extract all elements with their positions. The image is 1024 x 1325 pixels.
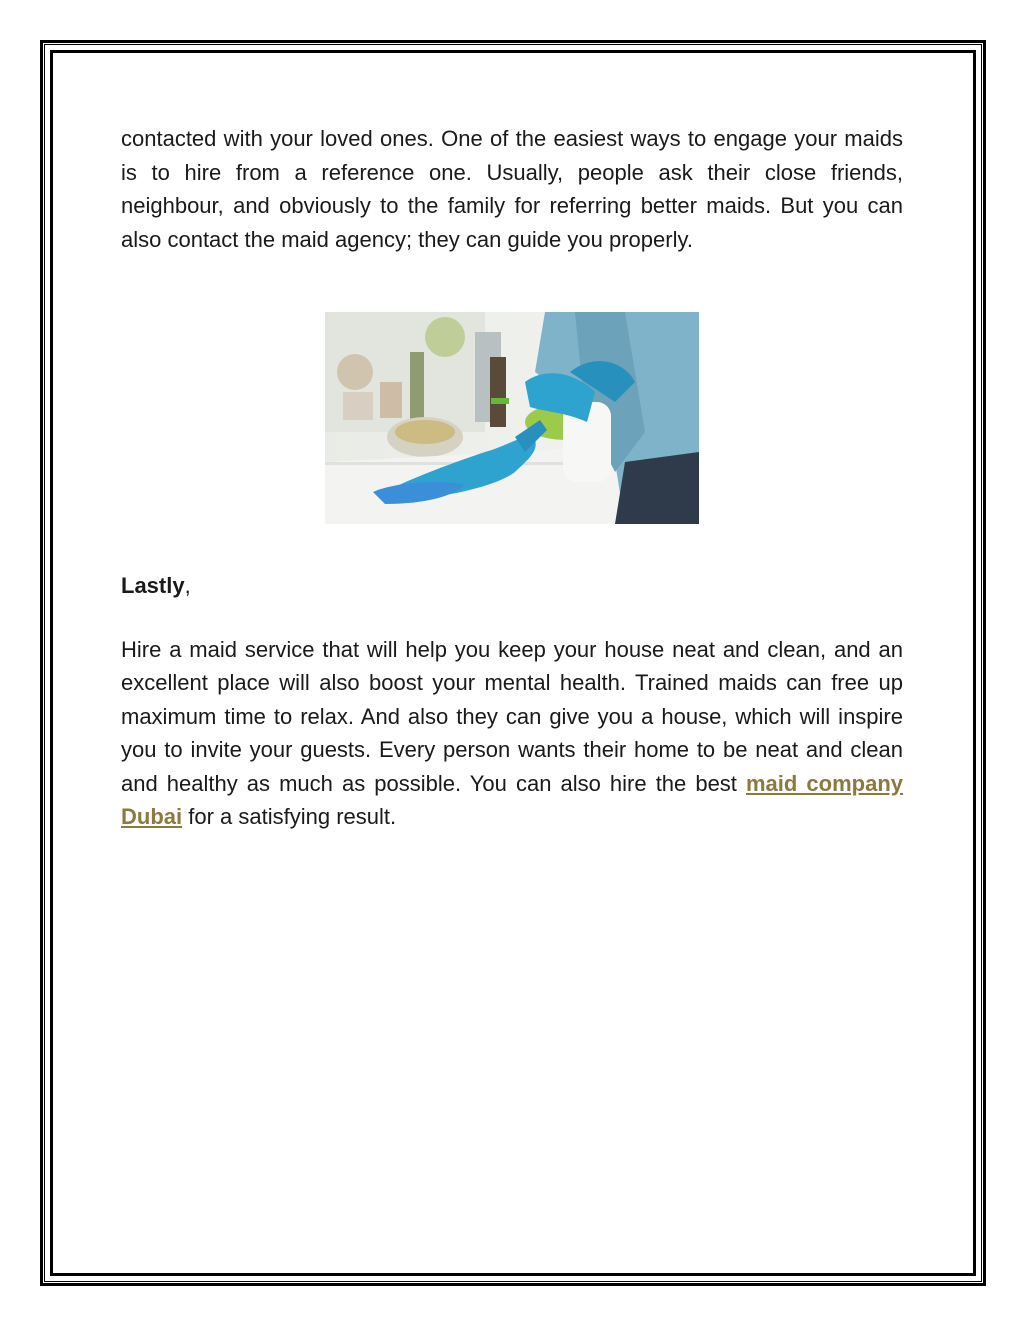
paragraph-text-before-link: Hire a maid service that will help you keep your house neat and clean, and an excellent place will also boost your mental health. Trained maids can free up maximum time to relax. And also they can give you a house, which will inspire you to invite your guests. Every person wants their home to be neat and clean and healthy as much as possible. You can also hire the best	[121, 636, 903, 796]
section-heading	[121, 569, 903, 603]
paragraph-reference-maids: contacted with your loved ones. One of the easiest ways to engage your maids is to hire from a reference one. Usually, people ask their close friends, neighbour, and obviously to the family for referring better maids. But you can also contact the maid agency; they can guide you properly.	[121, 126, 903, 252]
heading-bold: Lastly	[121, 573, 185, 598]
document-body	[121, 122, 903, 834]
paragraph-hire-maid-service	[121, 633, 903, 834]
cleaning-photo	[325, 312, 699, 524]
heading-suffix: ,	[184, 573, 191, 598]
maid-company-dubai-link[interactable]: maid company Dubai	[121, 770, 904, 829]
paragraph-text-after-link: for a satisfying result.	[182, 804, 397, 829]
cleaning-photo-illustration	[325, 312, 699, 524]
